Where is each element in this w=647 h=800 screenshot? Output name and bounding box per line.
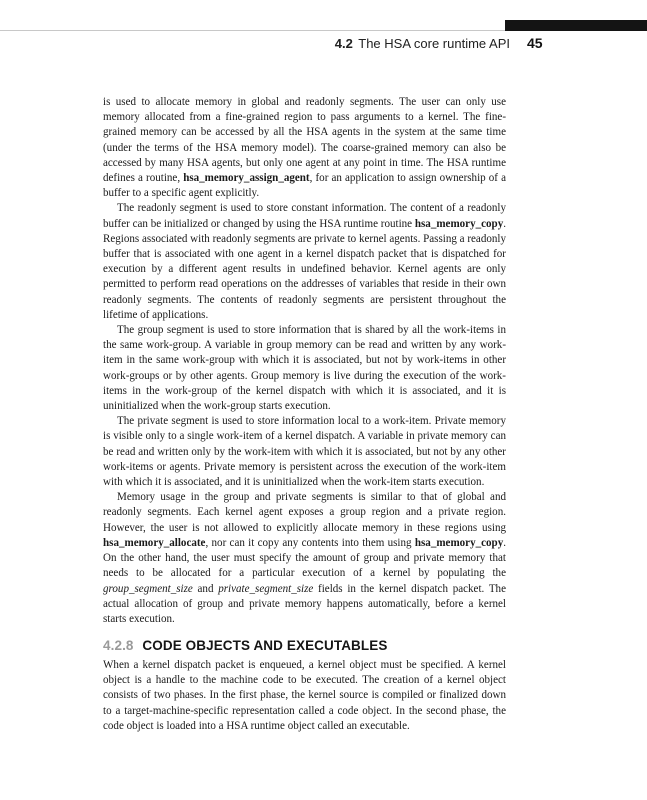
field-name: private_segment_size	[218, 582, 314, 595]
section-number: 4.2.8	[103, 638, 134, 653]
text-run: , nor can it copy any contents into them using	[205, 536, 415, 549]
text-run: is used to allocate memory in global and readonly segments. The user can only use memory allocated from a fine-grained region to pass arguments to a kernel. The fine-grained memory can be accessed by all the HSA agents in the system at the same time (under the terms of the HSA memory model). The coarse-grained memory can also be accessed by many HSA agents, but only one agent at any point in time. The HSA runtime defines a routine,	[103, 96, 506, 185]
code-term: hsa_memory_copy	[414, 536, 504, 549]
running-head-section-number: 4.2	[334, 36, 353, 51]
paragraph-6: When a kernel dispatch packet is enqueued, a kernel object must be specified. A kernel object is a handle to the machine code to be executed. The creation of a kernel object consists of two phases. In the first phase, the kernel source is compiled or finalized down to a target-machine-specific representation called a code object. In the second phase, the code object is loaded into a HSA runtime object called an executable.	[103, 659, 506, 732]
text-run: . On the other hand, the user must specify the amount of group and private memory that needs to be allocated for a particular execution of a kernel by populating the	[103, 536, 506, 580]
code-term: hsa_memory_allocate	[103, 536, 206, 549]
running-head	[300, 36, 510, 51]
body-text	[103, 95, 506, 627]
paragraph-4: The private segment is used to store information local to a work-item. Private memory is visible only to a single work-item of a kernel dispatch. A variable in private memory can be read and written only by the work-item with which it is associated, but not by any other work-items or agents. Private memory is persistent across the execution of the work-item with which it is associated, and it is uninitialized when the work-item starts execution.	[103, 415, 506, 489]
text-run: and	[192, 582, 219, 595]
text-run: , for an application to assign ownership of a buffer to a specific agent explicitly.	[103, 172, 506, 200]
paragraph-2	[103, 201, 506, 323]
paragraph-5	[103, 490, 506, 627]
text-run: The readonly segment is used to store constant information. The content of a readonly buffer can be initialized or changed by using the HSA runtime routine	[103, 202, 506, 230]
text-run: Memory usage in the group and private segments is similar to that of global and readonly segments. Each kernel agent exposes a group region and a private region. However, the user is not allowed to explicitly allocate memory in these regions using	[103, 491, 506, 534]
code-term: hsa_memory_copy	[414, 217, 504, 230]
text-run: fields in the kernel dispatch packet. The actual allocation of group and private memory happens automatically, before a kernel starts execution.	[103, 582, 506, 625]
paragraph-1	[103, 95, 506, 201]
section-title: CODE OBJECTS AND EXECUTABLES	[142, 638, 388, 653]
running-head-section-title: The HSA core runtime API	[358, 36, 510, 51]
section-heading	[103, 638, 506, 653]
field-name: group_segment_size	[103, 582, 193, 595]
paragraph-3: The group segment is used to store information that is shared by all the work-items in the same work-group. A variable in group memory can be read and written by any work-item in the same work-group with which it is associated, but not by work-items in other work-groups or by other agents. Group memory is live during the execution of the work-items in the work-group of the kernel dispatch with which it is associated, and it is uninitialized when the work-group starts execution.	[103, 324, 506, 413]
header-bar	[505, 20, 647, 31]
code-term: hsa_memory_assign_agent	[183, 172, 310, 185]
text-run: . Regions associated with readonly segments are private to kernel agents. Passing a readonly buffer that is associated with one agent in a kernel dispatch packet that is dispatched for execution by a different agent results in undefined behavior. Kernel agents are only permitted to perform read operations on the addresses of variables that reside in their own readonly segments. The contents of readonly segments are persistent throughout the lifetime of applications.	[103, 217, 506, 321]
section-body	[103, 658, 506, 734]
page-number: 45	[527, 35, 543, 51]
header-rule	[0, 30, 507, 31]
